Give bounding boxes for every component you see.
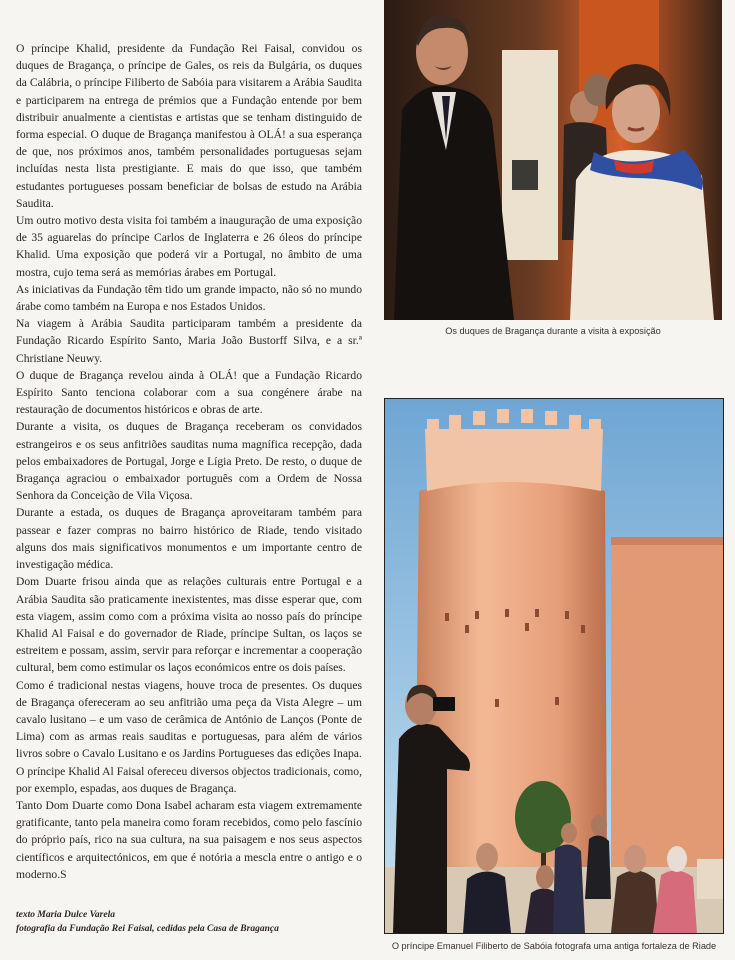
article-paragraph: Durante a estada, os duques de Bragança aproveitaram também para passear e fazer compras no bairro histórico de Riade, tendo visitado alguns dos mais significativos monumentos e um importante centro de investigação médica. [16, 506, 362, 572]
bottom-photo-caption: O príncipe Emanuel Filiberto de Sabóia fotografa uma antiga fortaleza de Riade [391, 941, 717, 951]
article-paragraph: O duque de Bragança revelou ainda à OLÁ! que a Fundação Ricardo Espírito Santo tenciona colaborar com a sua congénere árabe na restauração de documentos históricos e obras de arte. [16, 368, 362, 417]
author-credit: texto Maria Dulce Varela [16, 910, 115, 920]
article-paragraph: O príncipe Khalid, presidente da Fundação Rei Faisal, convidou os duques de Bragança, o príncipe de Gales, os reis da Bulgária, os duques da Calábria, o príncipe Filiberto de Sabóia para visitarem a Arábia Saudita e participarem na entrega de prémios que a Fundação entende por bem distribuir anualmente a cientistas e artistas que se tenham distinguido de forma especial. O duque de Bragança manifestou à OLÁ! a sua esperança de que, nos próximos anos, também personalidades portuguesas sejam incluídas nesta lista prestigiante. E mais do que isso, que também estudantes portugueses possam beneficiar de bolsas de estudo na Arábia Saudita. [16, 42, 362, 210]
article-paragraph: Na viagem à Arábia Saudita participaram também a presidente da Fundação Ricardo Espírito Santo, Maria João Bustorff Silva, e a sr.ª Christiane Neuwy. [16, 317, 362, 365]
article-paragraph: Um outro motivo desta visita foi também a inauguração de uma exposição de 35 aguarelas do príncipe Carlos de Inglaterra e 26 óleos do príncipe Khalid. Uma exposição que poderá vir a Portugal, no âmbito de uma mostra, cujo tema será as memórias árabes em Portugal. [16, 214, 362, 279]
photo-credit: fotografia da Fundação Rei Faisal, cedidas pela Casa de Bragança [16, 924, 279, 934]
article-paragraph: Durante a visita, os duques de Bragança receberam os convidados estrangeiros e os seus anfitriões sauditas numa magnífica recepção, dada pelos embaixadores de Portugal, Jorge e Lígia Preto. De resto, o duque de Bragança agraciou o embaixador português com a Ordem de Nossa Senhora da Conceição de Vila Viçosa. [16, 420, 362, 503]
article-paragraph: As iniciativas da Fundação têm tido um grande impacto, não só no mundo árabe como também na Europa e nos Estados Unidos. [16, 282, 362, 314]
fortress-photo [384, 398, 724, 934]
exhibition-photo [384, 0, 722, 320]
article-body [16, 40, 362, 883]
article-paragraph: Dom Duarte frisou ainda que as relações culturais entre Portugal e a Arábia Saudita são praticamente inexistentes, mas disse esperar que, com esta viagem, assim como com a próxima visita ao nosso país do príncipe Khalid Al Faisal e do governador de Riade, príncipe Sultan, os laços se estreitem e possam, assim, servir para reforçar e incrementar a cooperação cultural, bem como estimular os laços económicos entre os dois países. [16, 575, 362, 675]
article-paragraph: O príncipe Khalid Al Faisal ofereceu diversos objectos tradicionais, como, por exemplo, espadas, aos duques de Bragança. [16, 764, 362, 795]
photo-credits [16, 908, 376, 936]
article-paragraph: Como é tradicional nestas viagens, houve troca de presentes. Os duques de Bragança ofereceram ao seu anfitrião uma peça da Vista Alegre – um cavalo lusitano – e um vaso de cerâmica de António de Lanços (Ponte de Lima) com as armas reais sauditas e portuguesas, para além de vários livros sobre o Cavalo Lusitano e os Jardins Portugueses das edições Inapa. [16, 678, 362, 761]
top-photo-caption: Os duques de Bragança durante a visita à exposição [445, 326, 661, 336]
article-paragraph: Tanto Dom Duarte como Dona Isabel acharam esta viagem extremamente gratificante, tanto pela maneira como foram recebidos, como pelo fascínio do próprio país, rico na sua cultura, na sua paisagem e nos seus aspectos científicos e arquitectónicos, em que é notória a mescla entre o antigo e o moderno.S [16, 798, 362, 881]
